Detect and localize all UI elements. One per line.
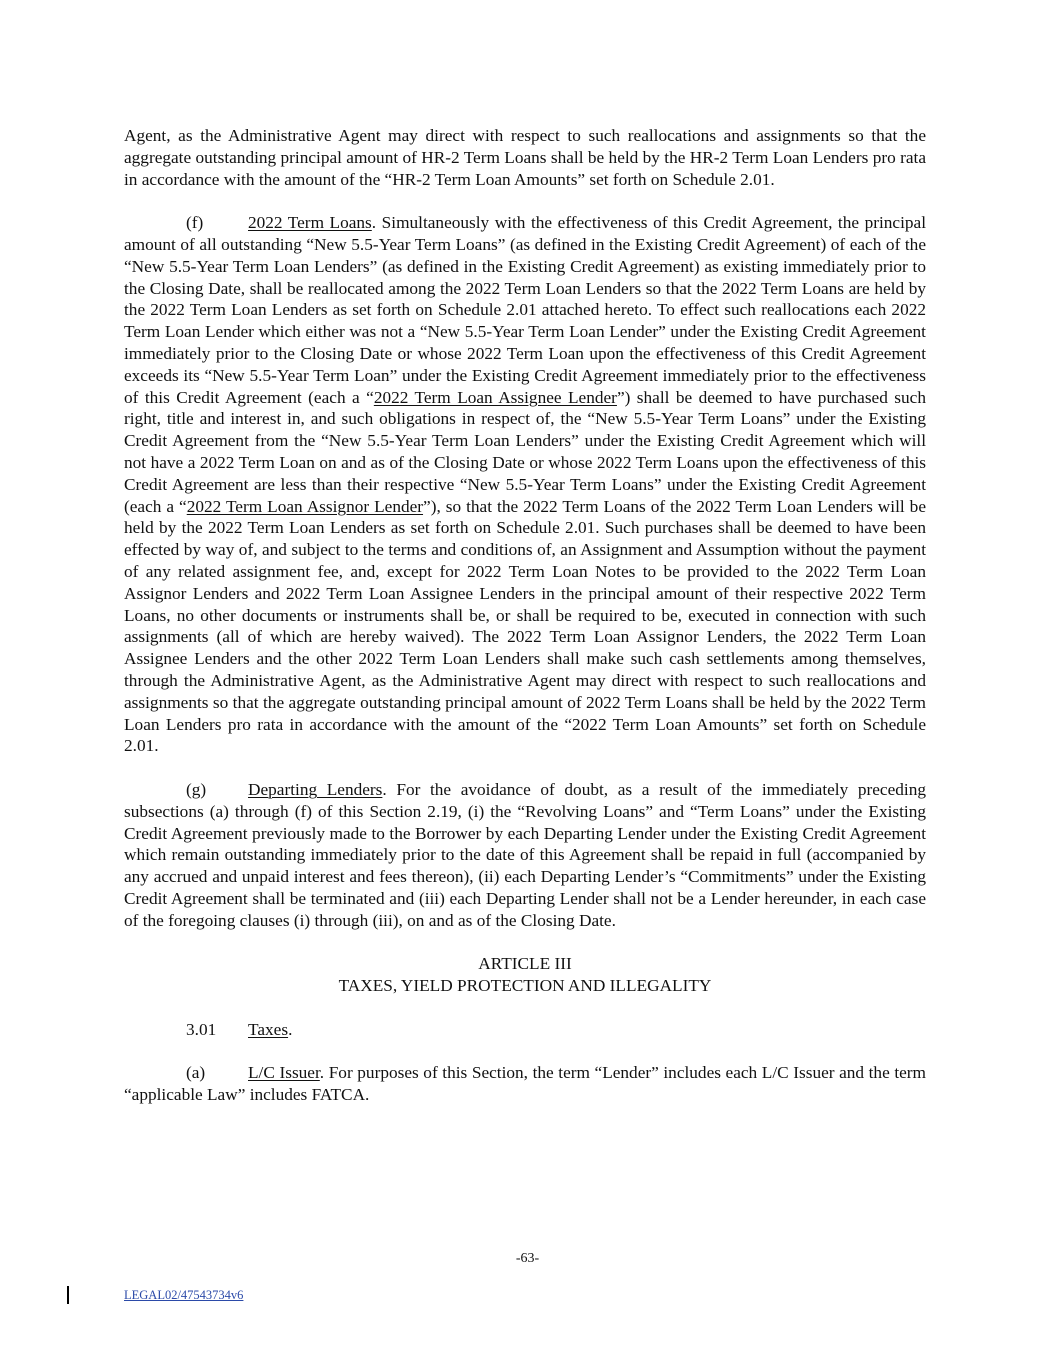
section-301-number: 3.01 [186, 1019, 217, 1039]
article-heading [124, 953, 926, 997]
document-id-link[interactable]: LEGAL02/47543734v6 [124, 1288, 244, 1302]
continuation-paragraph: Agent, as the Administrative Agent may direct with respect to such reallocations and assignments so that the aggregate outstanding principal amount of HR-2 Term Loans shall be held by the HR-2 Term Loan Lenders pro rata in accordance with the amount of the “HR-2 Term Loan Amounts” set forth on Schedule 2.01. [124, 126, 926, 189]
section-f-text-3: ”), so that the 2022 Term Loans of the 2022 Term Loan Lenders will be held by the 2022 Term Loan Lenders as set forth on Schedule 2.01. Such purchases shall be deemed to have been effected by way of, and subject to the terms and conditions of, an Assignment and Assumption without the payment of any related assignment fee, and, except for 2022 Term Loan Notes to be provided to the 2022 Term Loan Assignor Lenders and 2022 Term Loan Assignee Lenders in the principal amount of their respective 2022 Term Loans, no other documents or instruments shall be, or shall be required to be, executed in connection with such assignments (all of which are hereby waived). The 2022 Term Loan Assignor Lenders, the 2022 Term Loan Assignee Lenders and the other 2022 Term Loan Lenders shall make such cash settlements among themselves, through the Administrative Agent, as the Administrative Agent may direct with respect to such reallocations and assignments so that the aggregate outstanding principal amount of 2022 Term Loans shall be held by the 2022 Term Loan Lenders pro rata in accordance with the amount of the “2022 Term Loan Amounts” set forth on Schedule 2.01. [124, 496, 926, 756]
section-301a-heading: L/C Issuer [248, 1063, 320, 1083]
document-body [124, 125, 926, 1128]
section-301a-marker: (a) [186, 1063, 206, 1083]
page-number: -63- [515, 1251, 540, 1266]
section-301a-paragraph [124, 1062, 926, 1106]
section-f-text-1: . Simultaneously with the effectiveness of this Credit Agreement, the principal amount of all outstanding “New 5.5-Year Term Loans” (as defined in the Existing Credit Agreement) of each of the “New 5.5-Year Term Loan Lenders” (as defined in the Existing Credit Agreement) as existing immediately prior to the Closing Date, shall be reallocated among the 2022 Term Loan Lenders so that the 2022 Term Loans are held by the 2022 Term Loan Lenders as set forth on Schedule 2.01 attached hereto. To effect such reallocations each 2022 Term Loan Lender which either was not a “New 5.5-Year Term Loan Lender” under the Existing Credit Agreement immediately prior to the Closing Date or whose 2022 Term Loan upon the effectiveness of this Credit Agreement exceeds its “New 5.5-Year Term Loan” under the Existing Credit Agreement immediately prior to the effectiveness of this Credit Agreement (each a “ [124, 213, 927, 407]
section-f-heading: 2022 Term Loans [248, 213, 372, 233]
section-301-heading [124, 1019, 926, 1041]
section-301-title: Taxes [248, 1019, 289, 1039]
section-301-tail: . [288, 1019, 293, 1039]
section-f-text-2: ”) shall be deemed to have purchased such right, title and interest in, and such obligations in respect of, the “New 5.5-Year Term Loans” under the Existing Credit Agreement from the “New 5.5-Year Term Loan Lenders” under the Existing Credit Agreement which will not have a 2022 Term Loan on and as of the Closing Date or whose 2022 Term Loans upon the effectiveness of this Credit Agreement are less than their respective “New 5.5-Year Term Loans” under the Existing Credit Agreement (each a “ [124, 387, 926, 516]
section-g-paragraph [124, 779, 926, 932]
article-number: ARTICLE III [478, 954, 572, 974]
section-f-marker: (f) [186, 213, 204, 233]
section-f-paragraph [124, 212, 926, 757]
section-g-text: . For the avoidance of doubt, as a result of the immediately preceding subsections (a) through (f) of this Section 2.19, (i) the “Revolving Loans” and “Term Loans” under the Existing Credit Agreement previously made to the Borrower by each Departing Lender under the Existing Credit Agreement which remain outstanding immediately prior to the date of this Agreement shall be repaid in full (accompanied by any accrued and unpaid interest and fees thereon), (ii) each Departing Lender’s “Commitments” under the Existing Credit Agreement shall be terminated and (iii) each Departing Lender shall not be a Lender hereunder, in each case of the foregoing clauses (i) through (iii), on and as of the Closing Date. [124, 779, 926, 930]
section-g-heading: Departing Lenders [248, 779, 383, 799]
section-g-marker: (g) [186, 779, 207, 799]
revision-bar [67, 1286, 69, 1304]
defined-term-assignee-lender: 2022 Term Loan Assignee Lender [373, 387, 617, 407]
article-title: TAXES, YIELD PROTECTION AND ILLEGALITY [338, 976, 712, 996]
defined-term-assignor-lender: 2022 Term Loan Assignor Lender [186, 496, 424, 516]
section-301a-text: . For purposes of this Section, the term “Lender” includes each L/C Issuer and the term “applicable Law” includes FATCA. [124, 1063, 926, 1105]
